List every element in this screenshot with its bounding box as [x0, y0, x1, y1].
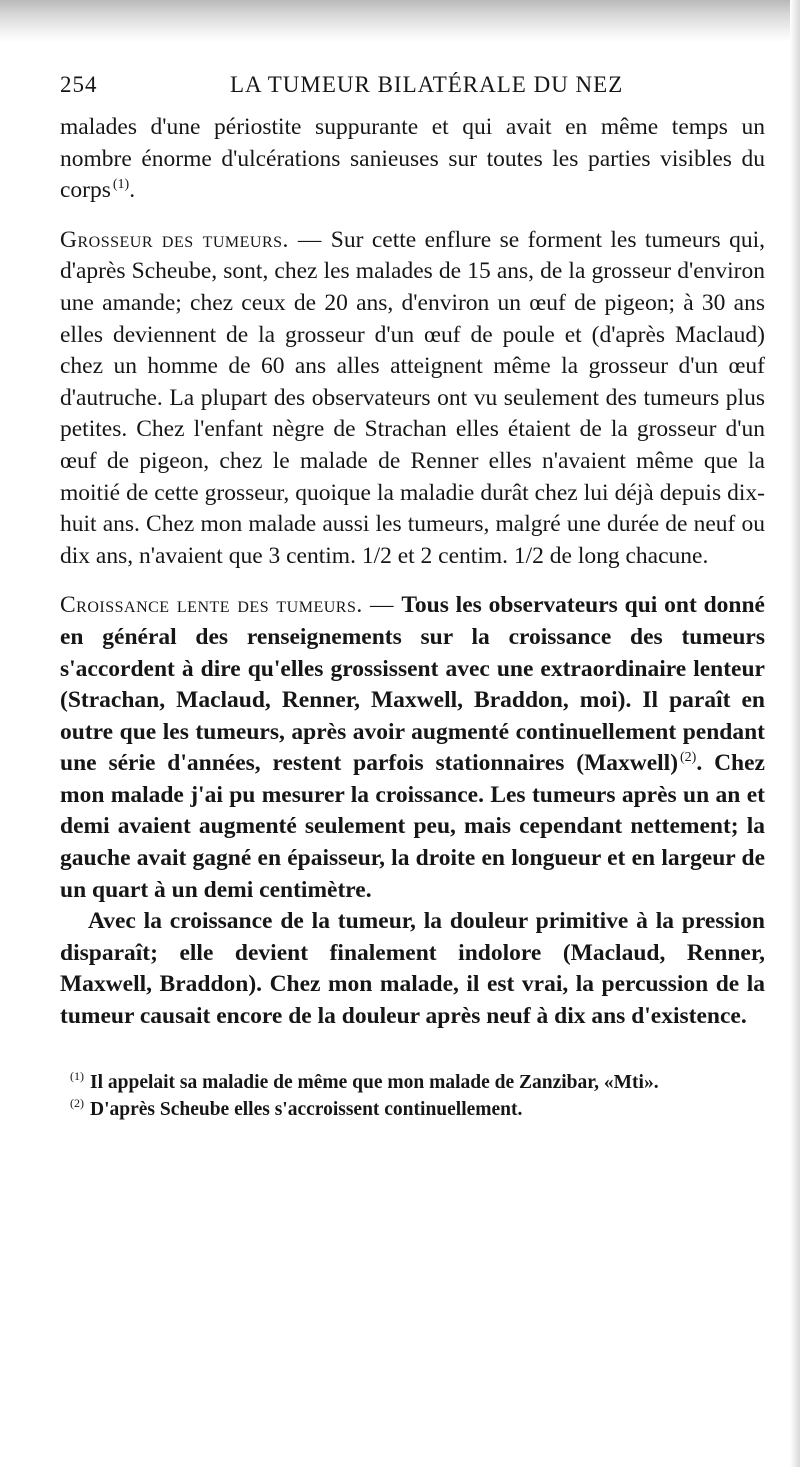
footnote-ref: (1) [112, 177, 130, 193]
scan-right-edge [790, 0, 800, 1467]
footnote [60, 1096, 765, 1123]
paragraph-pain [60, 906, 765, 1032]
footnotes [60, 1069, 765, 1123]
body-text [60, 112, 765, 1033]
paragraph-text: Tous les observateurs qui ont donné en général des renseignements sur la croissance des tumeurs s'accordent à dire qu'elles grossissent avec une extraordinaire lenteur (Strachan, Maclaud, Renner, Maxwell, Braddon, moi). Il paraît en outre que les tumeurs, après avoir augmenté continuellement pendant une série d'années, restent parfois stationnaires (Maxwell) [60, 592, 765, 777]
running-head [60, 72, 765, 112]
book-page [60, 72, 765, 1123]
page-number: 254 [60, 72, 98, 97]
footnote-text: Il appelait sa maladie de même que mon malade de Zanzibar, «Mti». [90, 1071, 659, 1093]
footnote-mark: (1) [70, 1069, 84, 1084]
paragraph-tail: . [129, 177, 136, 204]
paragraph-text: Avec la croissance de la tumeur, la douleur primitive à la pression disparaît; elle devient finalement indolore (Maclaud, Renner, Maxwell, Braddon). Chez mon malade, il est vrai, la percussion de la tumeur causait encore de la douleur après neuf à dix ans d'existence. [60, 908, 765, 1030]
footnote-text: D'après Scheube elles s'accroissent continuellement. [90, 1098, 523, 1120]
paragraph-tail: . Chez mon malade j'ai pu mesurer la croissance. Les tumeurs après un an et demi avaient augmenté seulement peu, mais cependant nettement; la gauche avait gagné en épaisseur, la droite en longueur et en largeur de un quart à un demi centimètre. [60, 750, 765, 903]
paragraph-text: Sur cette enflure se forment les tumeurs qui, d'après Scheube, sont, chez les malades de 15 ans, de la grosseur d'environ une amande; chez ceux de 20 ans, d'environ un œuf de pigeon; à 30 ans elles deviennent de la grosseur d'un œuf de poule et (d'après Maclaud) chez un homme de 60 ans alles atteignent même la grosseur d'un œuf d'autruche. La plupart des observateurs ont vu seulement des tumeurs plus petites. Chez l'enfant nègre de Strachan elles étaient de la grosseur d'un œuf de pigeon, chez le malade de Renner elles n'avaient même que la moitié de cette grosseur, quoique la maladie durât chez lui déjà depuis dix-huit ans. Chez mon malade aussi les tumeurs, malgré une durée de neuf ou dix ans, n'avaient que 3 centim. 1/2 et 2 centim. 1/2 de long chacune. [60, 226, 765, 569]
paragraph-slow-growth [60, 590, 765, 906]
running-title: LA TUMEUR BILATÉRALE DU NEZ [230, 72, 624, 97]
footnote-mark: (2) [70, 1096, 84, 1111]
paragraph-text: malades d'une périostite suppurante et qui avait en même temps un nombre énorme d'ulcérations sanieuses sur toutes les parties visibles du corps [60, 114, 765, 204]
paragraph-continued [60, 112, 765, 207]
section-heading: Croissance lente des tumeurs. — [60, 592, 402, 619]
paragraph-size-of-tumours [60, 225, 765, 573]
footnote [60, 1069, 765, 1096]
footnote-ref: (2) [680, 750, 697, 766]
scan-top-shadow [0, 0, 800, 42]
section-heading: Grosseur des tumeurs. — [60, 226, 331, 253]
